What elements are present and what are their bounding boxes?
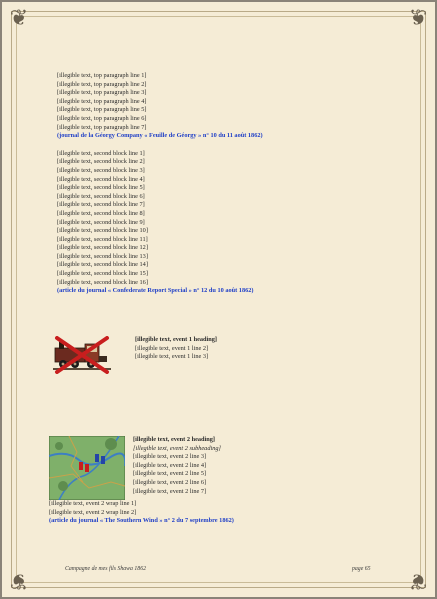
text-line: [illegible text, event 1 line 3] xyxy=(135,353,209,361)
text-line: [illegible text, second block line 11] xyxy=(57,235,148,243)
event-subheading: [illegible text, event 2 subheading] xyxy=(133,444,221,452)
event-text xyxy=(133,436,391,496)
text-line: [illegible text, top paragraph line 3] xyxy=(57,89,147,97)
battle-map-icon xyxy=(49,436,125,500)
event-heading: [illegible text, event 2 heading] xyxy=(133,436,216,443)
corner-ornament-icon: ❦ xyxy=(9,568,29,593)
text-line: [illegible text, event 2 line 7] xyxy=(133,487,207,495)
source-citation-link[interactable]: (article du journal « The Southern Wind » n° 2 du 7 septembre 1862) xyxy=(49,517,234,525)
footer-title: Campagne de mes fils Shawa 1862 xyxy=(65,566,146,572)
text-line: [illegible text, second block line 14] xyxy=(57,261,148,269)
corner-ornament-icon: ❦ xyxy=(9,6,29,31)
text-line: [illegible text, second block line 12] xyxy=(57,244,148,252)
text-line: [illegible text, second block line 15] xyxy=(57,270,148,278)
event-text xyxy=(135,336,391,362)
text-line: [illegible text, top paragraph line 5] xyxy=(57,106,147,114)
page-number: page 65 xyxy=(352,566,371,572)
text-line: [illegible text, top paragraph line 4] xyxy=(57,97,147,105)
source-citation-link[interactable]: (article du journal « Confederate Report Special » n° 12 du 10 août 1862) xyxy=(57,287,254,295)
event-heading: [illegible text, event 1 heading] xyxy=(135,336,218,343)
text-line: [illegible text, second block line 8] xyxy=(57,209,145,217)
text-line: [illegible text, top paragraph line 7] xyxy=(57,123,147,131)
text-line: [illegible text, event 2 line 5] xyxy=(133,470,207,478)
text-line: [illegible text, second block line 1] xyxy=(57,149,145,157)
text-line: [illegible text, event 2 line 4] xyxy=(133,461,207,469)
text-line: [illegible text, top paragraph line 2] xyxy=(57,80,147,88)
event-text-continued xyxy=(49,500,391,526)
text-line: [illegible text, event 2 line 6] xyxy=(133,478,207,486)
text-line: [illegible text, second block line 10] xyxy=(57,227,148,235)
text-line: [illegible text, second block line 13] xyxy=(57,252,148,260)
text-line: [illegible text, top paragraph line 6] xyxy=(57,114,147,122)
text-line: [illegible text, event 2 wrap line 1] xyxy=(49,500,137,507)
main-text xyxy=(57,72,387,305)
text-line: [illegible text, second block line 4] xyxy=(57,175,145,183)
text-line: [illegible text, top paragraph line 1] xyxy=(57,72,147,79)
text-block-1 xyxy=(57,72,387,140)
text-line: [illegible text, event 2 wrap line 2] xyxy=(49,508,137,516)
text-line: [illegible text, event 1 line 2] xyxy=(135,344,209,352)
text-block-2 xyxy=(57,150,387,295)
source-citation-link[interactable]: (journal de la Géorgy Company « Feuille de Géorgy » n° 10 du 11 août 1862) xyxy=(57,132,263,140)
text-line: [illegible text, second block line 16] xyxy=(57,278,148,286)
text-line: [illegible text, second block line 6] xyxy=(57,192,145,200)
text-line: [illegible text, second block line 3] xyxy=(57,166,145,174)
text-line: [illegible text, second block line 2] xyxy=(57,158,145,166)
text-line: [illegible text, second block line 7] xyxy=(57,201,145,209)
corner-ornament-icon: ❦ xyxy=(408,6,428,31)
text-line: [illegible text, event 2 line 3] xyxy=(133,453,207,461)
crossed-out-train-icon xyxy=(49,336,115,374)
text-line: [illegible text, second block line 5] xyxy=(57,184,145,192)
corner-ornament-icon: ❦ xyxy=(408,568,428,593)
text-line: [illegible text, second block line 9] xyxy=(57,218,145,226)
